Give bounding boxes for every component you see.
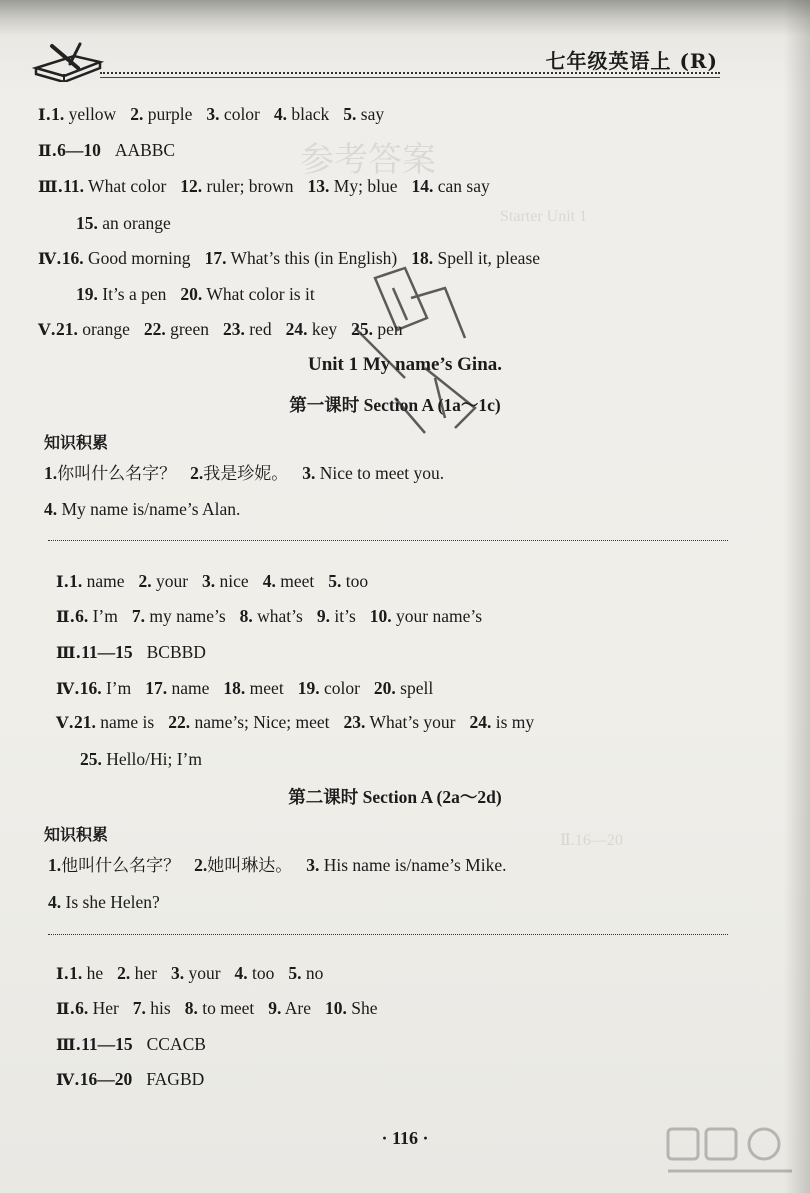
answer-line: Ⅳ.16—20 FAGBD: [56, 1069, 205, 1089]
answer-line: Ⅱ.6—10 AABBC: [38, 140, 176, 160]
answer-line: Ⅴ.21. name is 22. name’s; Nice; meet 23. What’s your 24. is my: [56, 712, 535, 732]
page-header: [0, 32, 810, 82]
answer-line: Ⅳ.16. Good morning 17. What’s this (in English) 18. Spell it, please: [38, 248, 541, 268]
answer-line: Ⅳ.16. I’m 17. name 18. meet 19. color 20. spell: [56, 678, 434, 698]
unit-title: Unit 1 My name’s Gina.: [307, 354, 503, 375]
answer-line: Ⅲ.11—15 BCBBD: [56, 642, 206, 662]
knowledge-line: 1.他叫什么名字？ 2.她叫琳达。 3. His name is/name’s Mike.: [48, 855, 507, 876]
answer-line: 15. an orange: [76, 213, 171, 233]
answer-line: Ⅰ.1. name 2. your 3. nice 4. meet 5. too: [56, 571, 369, 591]
answer-line: 25. Hello/Hi; I’m: [80, 749, 202, 769]
lesson-title: 第二课时 Section A (2a～2d): [288, 787, 502, 807]
answer-line: Ⅰ.1. yellow 2. purple 3. color 4. black 5. say: [38, 104, 385, 124]
knowledge-line: 4. Is she Helen?: [48, 892, 160, 912]
show-through-text: 参考答案: [300, 142, 436, 179]
answer-line: 19. It’s a pen 20. What color is it: [76, 284, 315, 304]
answer-line: Ⅴ.21. orange 22. green 23. red 24. key 25. pen: [38, 319, 403, 339]
knowledge-heading: 知识积累: [44, 433, 109, 452]
header-dotted-rule: [100, 72, 720, 74]
lesson-title: 第一课时 Section A (1a～1c): [289, 395, 501, 415]
book-pen-icon: [30, 38, 108, 82]
mxqe-watermark-logo-icon: [660, 1123, 800, 1183]
header-solid-rule: [100, 77, 720, 78]
show-through-text: Ⅱ.16—20: [560, 832, 623, 849]
school-seal-stamp-icon: [335, 258, 495, 438]
answer-line: Ⅰ.1. he 2. her 3. your 4. too 5. no: [56, 963, 324, 983]
scan-right-shadow: [784, 0, 810, 1193]
show-through-text: Starter Unit 1: [500, 208, 588, 225]
answer-line: Ⅱ.6. I’m 7. my name’s 8. what’s 9. it’s 10. your name’s: [56, 606, 483, 626]
header-title: 七年级英语上 (R): [545, 49, 718, 73]
answer-line: Ⅲ.11. What color 12. ruler; brown 13. My; blue 14. can say: [38, 176, 490, 196]
answer-line: Ⅲ.11—15 CCACB: [56, 1034, 206, 1054]
page-number: · 116 ·: [381, 1128, 429, 1148]
scan-top-shadow: [0, 0, 810, 36]
answer-line: Ⅱ.6. Her 7. his 8. to meet 9. Are 10. She: [56, 998, 378, 1018]
knowledge-heading: 知识积累: [44, 825, 109, 844]
section-divider: [48, 540, 728, 541]
section-divider: [48, 934, 728, 935]
knowledge-line: 4. My name is/name’s Alan.: [44, 499, 241, 519]
knowledge-line: 1.你叫什么名字？ 2.我是珍妮。 3. Nice to meet you.: [44, 463, 445, 484]
